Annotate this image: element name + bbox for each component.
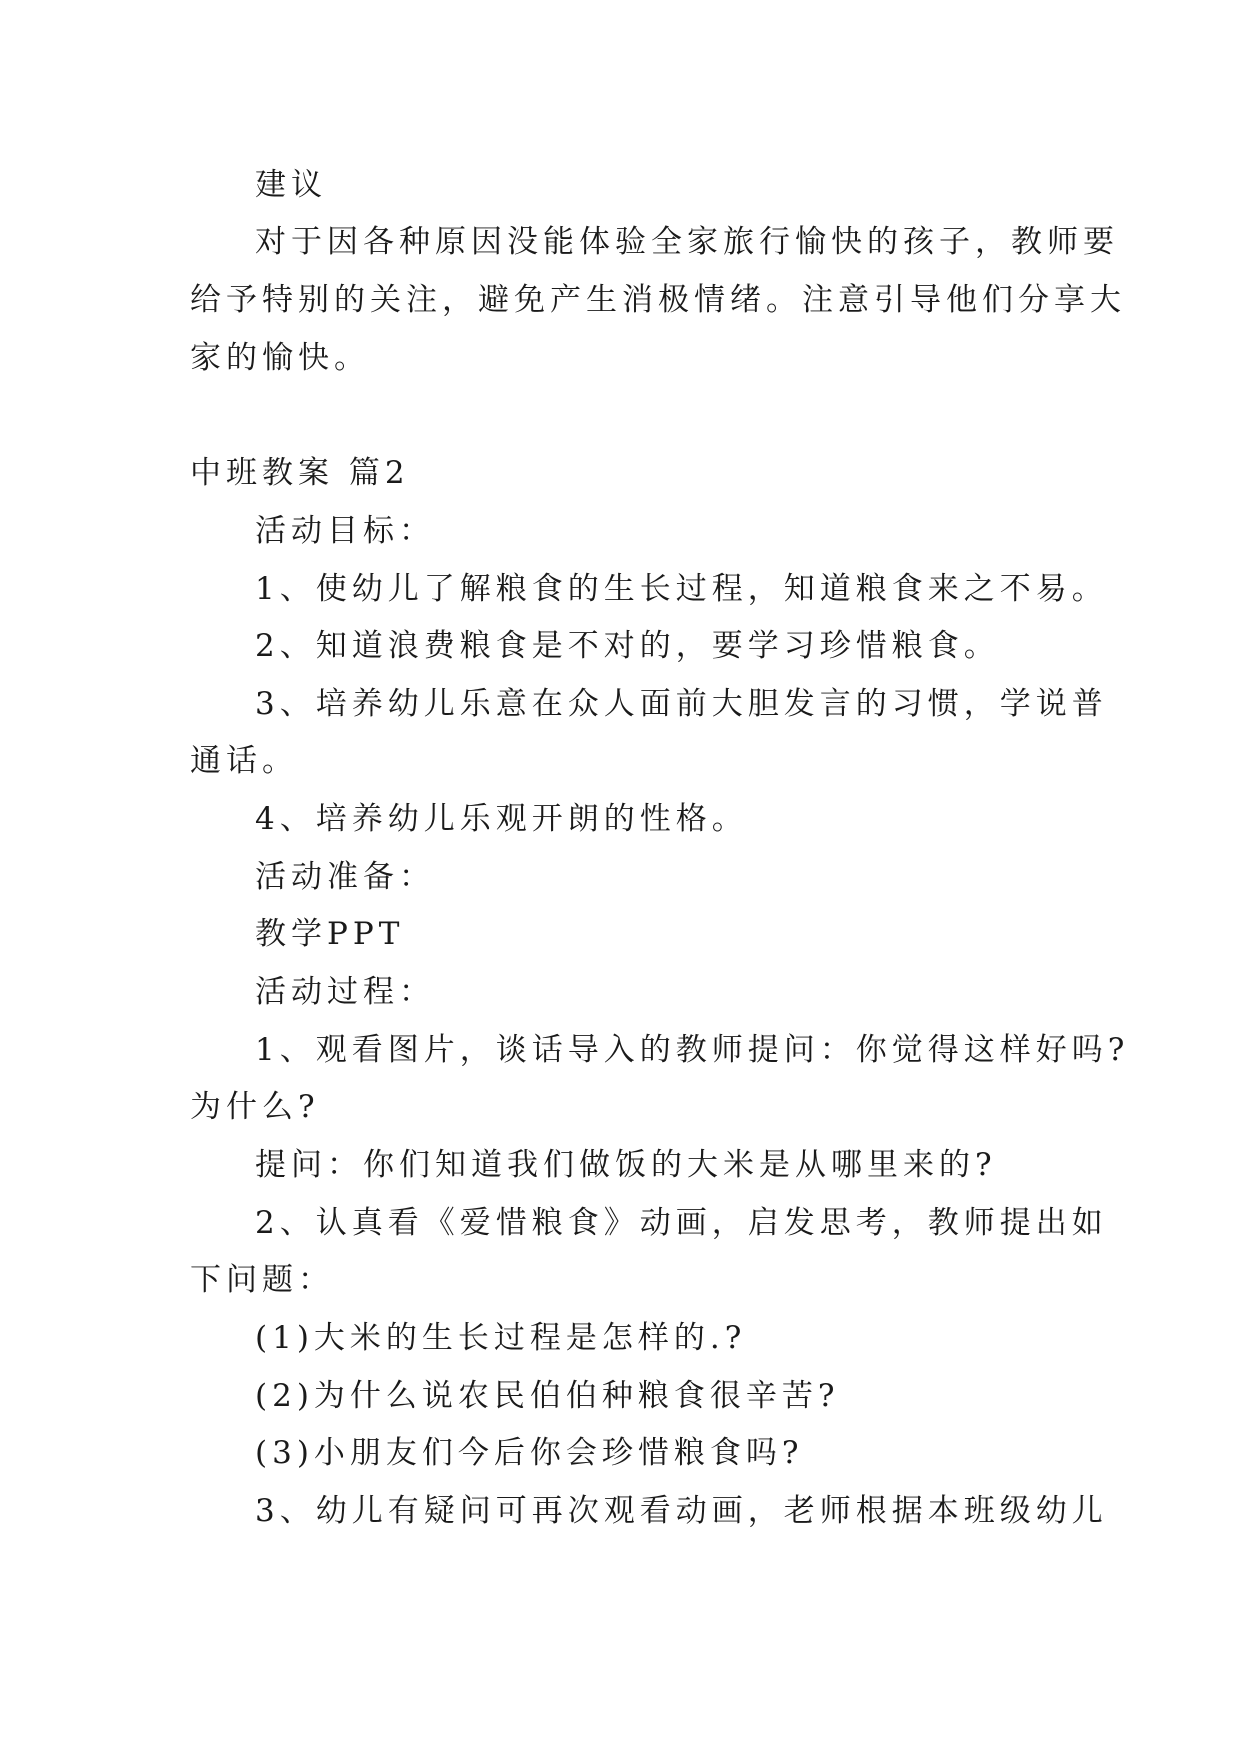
list-item-continuation: 通话。: [190, 743, 298, 779]
question-item: (3)小朋友们今后你会珍惜粮食吗?: [255, 1435, 804, 1471]
list-item: 2、认真看《爱惜粮食》动画，启发思考，教师提出如: [255, 1205, 1108, 1241]
list-item-continuation: 下问题：: [190, 1262, 334, 1298]
subheading: 活动目标：: [255, 513, 435, 549]
list-item: 2、知道浪费粮食是不对的，要学习珍惜粮食。: [255, 628, 1000, 664]
paragraph-line: 对于因各种原因没能体验全家旅行愉快的孩子，教师要: [255, 224, 1119, 260]
paragraph-line: 家的愉快。: [190, 340, 370, 376]
list-item-continuation: 为什么?: [190, 1089, 320, 1125]
question-item: (1)大米的生长过程是怎样的.?: [255, 1320, 747, 1356]
subheading: 活动过程：: [255, 974, 435, 1010]
list-item: 3、培养幼儿乐意在众人面前大胆发言的习惯，学说普: [255, 686, 1108, 722]
paragraph-line: 教学PPT: [255, 916, 405, 952]
section-heading-suggestion: 建议: [255, 167, 327, 203]
list-item: 3、幼儿有疑问可再次观看动画，老师根据本班级幼儿: [255, 1493, 1108, 1529]
list-item: 4、培养幼儿乐观开朗的性格。: [255, 801, 748, 837]
paragraph-line: 给予特别的关注，避免产生消极情绪。注意引导他们分享大: [190, 282, 1126, 318]
question-item: (2)为什么说农民伯伯种粮食很辛苦?: [255, 1378, 840, 1414]
section-title: 中班教案 篇2: [190, 455, 410, 491]
list-item: 1、使幼儿了解粮食的生长过程，知道粮食来之不易。: [255, 571, 1108, 607]
paragraph-line: 提问：你们知道我们做饭的大米是从哪里来的?: [255, 1147, 997, 1183]
subheading: 活动准备：: [255, 859, 435, 895]
list-item: 1、观看图片，谈话导入的教师提问：你觉得这样好吗?: [255, 1032, 1130, 1068]
